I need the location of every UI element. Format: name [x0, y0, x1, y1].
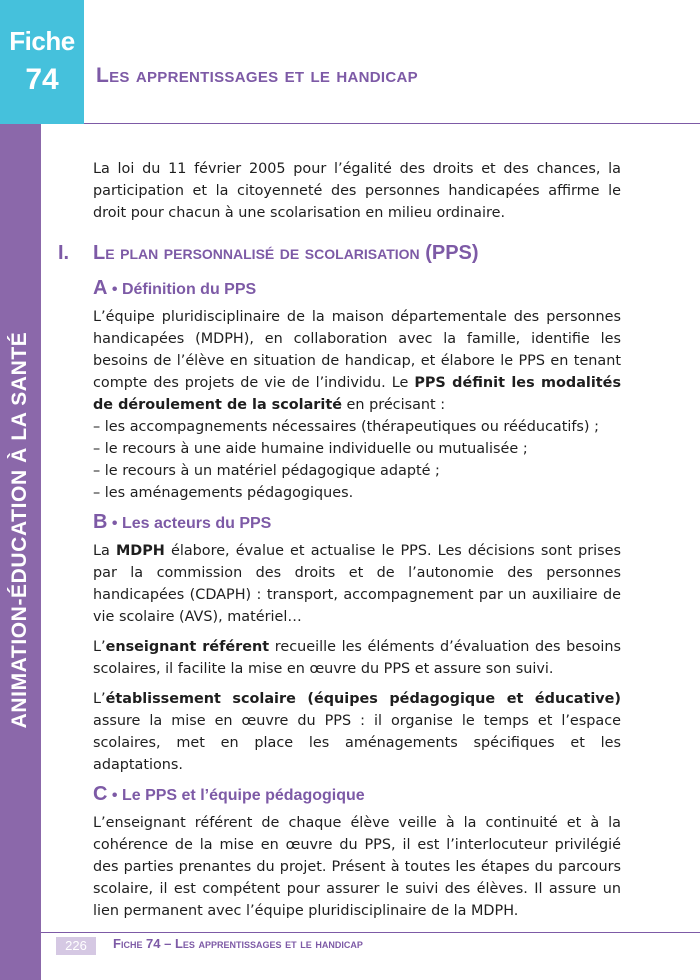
side-band-label: ANIMATION-ÉDUCATION À LA SANTÉ [8, 331, 31, 729]
etablissement-paragraph [93, 688, 621, 776]
fiche-label: Fiche [9, 26, 75, 56]
enseignant-paragraph [93, 636, 621, 680]
subsection-b-letter: B [93, 511, 108, 533]
text-span: recueille les éléments d’évaluation des besoins scolaires, il facilite la mise en œuvre du PPS et assure son suivi. [93, 639, 621, 677]
text-span: La [93, 543, 116, 559]
subsection-c-title: • Le PPS et l’équipe pédagogique [111, 787, 365, 804]
list-item: – les accompagnements nécessaires (thérapeutiques ou rééducatifs) ; [93, 419, 599, 435]
fiche-badge [0, 0, 84, 124]
list-item: – le recours à une aide humaine individuelle ou mutualisée ; [93, 441, 528, 457]
subsection-b-title: • Les acteurs du PPS [111, 515, 272, 532]
section-heading [58, 238, 621, 268]
text-span: L’équipe pluridisciplinaire de la maison départementale des personnes handicapées (MDPH), en collaboration avec la famille, identifie les besoins de l’élève en situation de handicap, et élabore le PPS en tenant compte des projets de vie de l’individu. Le [93, 309, 621, 391]
text-span: L’ [93, 639, 106, 655]
section-number: I. [58, 242, 70, 264]
subsection-c-letter: C [93, 783, 108, 805]
definition-paragraph [93, 306, 621, 416]
subsection-a-title: • Définition du PPS [111, 281, 257, 298]
text-span: L’ [93, 691, 106, 707]
main-content [58, 158, 622, 922]
footer-title: Fiche 74 – Les apprentissages et le handicap [113, 936, 363, 951]
header-divider [84, 123, 700, 124]
subsection-b-heading [93, 510, 621, 536]
page-number: 226 [56, 937, 96, 955]
subsection-a-heading [93, 276, 621, 302]
bold-span: PPS définit les modalités de déroulement de la scolarité [93, 375, 622, 413]
list-item: – le recours à un matériel pédagogique adapté ; [93, 463, 440, 479]
text-span: en précisant : [341, 397, 446, 413]
section-title: Le plan personnalisé de scolarisation (PPS) [93, 242, 479, 264]
bold-span: enseignant référent [105, 639, 270, 655]
intro-paragraph: La loi du 11 février 2005 pour l’égalité des droits et des chances, la participation et la citoyenneté des personnes handicapées affirme le droit pour chacun à une scolarisation en milieu ordinaire. [93, 161, 621, 221]
equipe-paragraph: L’enseignant référent de chaque élève veille à la continuité et à la cohérence de la mise en œuvre du PPS, il est l’interlocuteur privilégié des parties prenantes du projet. Présent à toutes les étapes du parcours scolaire, il est compétent pour assurer le suivi des élèves. Il assure un lien permanent avec l’équipe pluridisciplinaire de la MDPH. [93, 815, 621, 919]
footer-divider [41, 932, 700, 933]
text-span: élabore, évalue et actualise le PPS. Les décisions sont prises par la commission des droits et de l’autonomie des personnes handicapées (CDAPH) : transport, accompagnement par un auxiliaire de vie scolaire (AVS), matériel… [93, 543, 621, 625]
fiche-number: 74 [25, 63, 59, 96]
subsection-c-heading [93, 782, 621, 808]
subsection-a-letter: A [93, 277, 108, 299]
list-item: – les aménagements pédagogiques. [93, 485, 354, 501]
bold-span: MDPH [115, 543, 165, 559]
text-span: assure la mise en œuvre du PPS : il organise le temps et l’espace scolaires, met en place les aménagements spécifiques et les adaptations. [93, 713, 621, 773]
page-title: Les apprentissages et le handicap [96, 64, 418, 87]
mdph-paragraph [93, 540, 621, 628]
definition-list [93, 416, 621, 504]
bold-span: établissement scolaire (équipes pédagogique et éducative) [105, 691, 621, 707]
